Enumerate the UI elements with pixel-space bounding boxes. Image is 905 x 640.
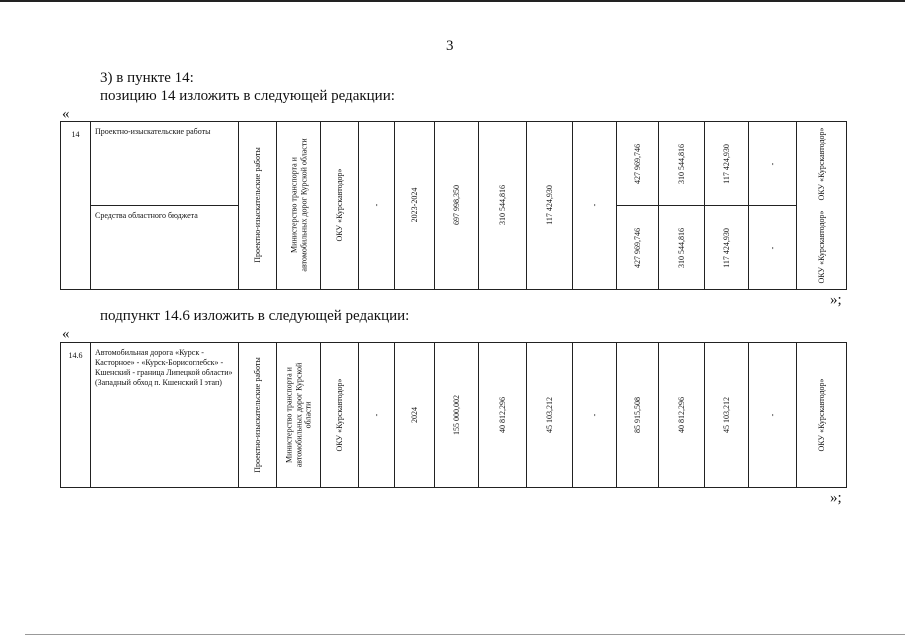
dash-1: - xyxy=(371,203,381,207)
work-name-top: Проектно-изыскательские работы xyxy=(91,122,239,206)
bottom-amount-1: 427 969,746 xyxy=(632,227,642,268)
executor-cell xyxy=(797,343,847,488)
ministry-cell xyxy=(277,343,321,488)
row-number: 14.6 xyxy=(61,343,91,488)
top-c4-cell xyxy=(749,122,797,206)
bottom-c4-cell xyxy=(749,206,797,290)
bottom-border xyxy=(25,634,905,635)
executor: ОКУ «Курскавтодор» xyxy=(816,378,826,452)
close-quote-2: »; xyxy=(830,490,842,506)
customer-cell xyxy=(321,122,359,290)
dash-3: - xyxy=(767,413,777,417)
work-name-bottom: Средства областного бюджета xyxy=(91,206,239,290)
executor-top: ОКУ «Курскавтодор» xyxy=(816,126,826,201)
amount-2: 117 424,930 xyxy=(544,185,554,225)
top-amount-3: 117 424,930 xyxy=(721,143,731,184)
bottom-c2-cell xyxy=(659,206,705,290)
bottom-amount-2: 310 544,816 xyxy=(676,227,686,268)
dash-cell-2 xyxy=(573,122,617,290)
open-quote-1: « xyxy=(62,106,70,122)
subheading: подпункт 14.6 изложить в следующей редакции: xyxy=(100,308,410,324)
customer: ОКУ «Курскавтодор» xyxy=(334,168,344,242)
top-c2-cell xyxy=(659,122,705,206)
customer: ОКУ «Курскавтодор» xyxy=(334,378,344,452)
ministry: Министерство транспорта и автомобильных дорог Курской области xyxy=(288,138,308,272)
amount-1: 40 812,296 xyxy=(497,397,507,433)
ministry: Министерство транспорта и автомобильных дорог Курской области xyxy=(284,362,313,468)
dash-2: - xyxy=(589,413,599,417)
dash-1: - xyxy=(371,413,381,417)
total-cell xyxy=(435,343,479,488)
dash-cell-3 xyxy=(749,343,797,488)
dash-2: - xyxy=(589,203,599,207)
bottom-dash: - xyxy=(767,246,777,249)
ministry-cell xyxy=(277,122,321,290)
period: 2023-2024 xyxy=(409,187,419,223)
bottom-c1-cell xyxy=(617,206,659,290)
customer-cell xyxy=(321,343,359,488)
c5-cell xyxy=(705,343,749,488)
top-dash: - xyxy=(767,162,777,165)
bottom-amount-3: 117 424,930 xyxy=(721,227,731,268)
c4-cell xyxy=(659,343,705,488)
amount-5: 45 103,212 xyxy=(721,397,731,433)
page-number: 3 xyxy=(446,38,454,54)
total-cell xyxy=(435,122,479,290)
work-type-cell xyxy=(239,343,277,488)
total-amount: 155 000,002 xyxy=(451,395,461,435)
row-number: 14 xyxy=(61,122,91,290)
c2-cell xyxy=(527,343,573,488)
year: 2024 xyxy=(409,407,419,423)
intro-line-2: позицию 14 изложить в следующей редакции: xyxy=(100,88,395,104)
year-cell xyxy=(395,343,435,488)
v2024-cell xyxy=(527,122,573,290)
close-quote-1: »; xyxy=(830,292,842,308)
amount-3: 85 915,508 xyxy=(632,397,642,433)
top-amount-1: 427 969,746 xyxy=(632,143,642,184)
executor-cell xyxy=(797,122,847,290)
open-quote-2: « xyxy=(62,326,70,342)
work-type: Проектно-изыскательские работы xyxy=(252,147,262,263)
top-c1-cell xyxy=(617,122,659,206)
top-amount-2: 310 544,816 xyxy=(676,143,686,184)
dash-cell-1 xyxy=(359,122,395,290)
dash-cell-2 xyxy=(573,343,617,488)
c1-cell xyxy=(479,343,527,488)
work-type-cell xyxy=(239,122,277,290)
amount-2: 45 103,212 xyxy=(544,397,554,433)
total-amount: 697 998,350 xyxy=(451,185,461,225)
table-position-14-6 xyxy=(60,342,847,488)
top-c3-cell xyxy=(705,122,749,206)
c3-cell xyxy=(617,343,659,488)
bottom-c3-cell xyxy=(705,206,749,290)
road-name: Автомобильная дорога «Курск - Касторное» - «Курск-Борисоглебск» - Кшенский - граница Липецкой области» (Западный обход п. Кшенский I этап) xyxy=(91,343,239,488)
intro-line-1: 3) в пункте 14: xyxy=(100,70,194,86)
v2023-cell xyxy=(479,122,527,290)
table-position-14 xyxy=(60,121,847,290)
top-border xyxy=(0,0,905,2)
amount-1: 310 544,816 xyxy=(497,185,507,225)
dash-cell-1 xyxy=(359,343,395,488)
executor-bottom: ОКУ «Курскавтодор» xyxy=(816,209,826,284)
amount-4: 40 812,296 xyxy=(676,397,686,433)
period-cell xyxy=(395,122,435,290)
work-type: Проектно-изыскательские работы xyxy=(252,357,262,473)
